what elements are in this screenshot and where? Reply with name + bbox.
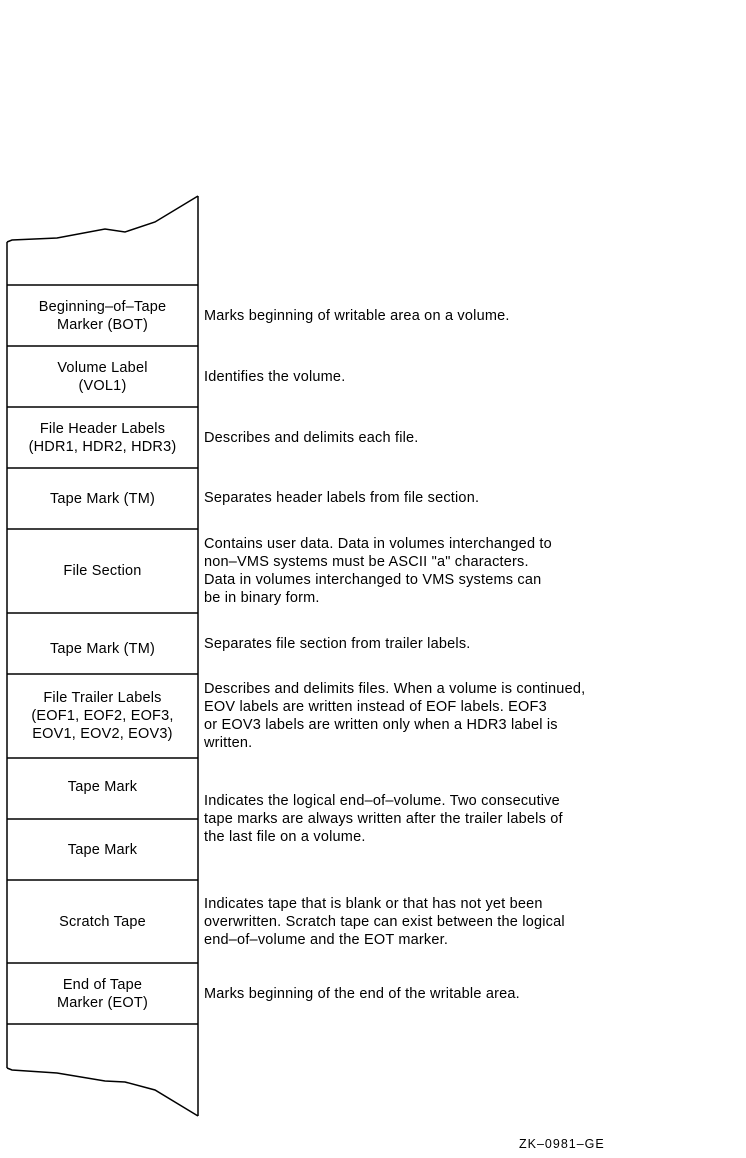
bot-marker-label: Beginning–of–Tape Marker (BOT) xyxy=(38,298,167,333)
tape-mark-2-label: Tape Mark xyxy=(67,841,138,858)
file-trailer-labels-description: Describes and delimits files. When a volume is continued, EOV labels are written instead of EOF labels. EOF3 or EOV3 labels are written only when a HDR3 label is written. xyxy=(204,681,586,751)
torn-bottom-edge xyxy=(7,1068,198,1116)
torn-top-edge xyxy=(7,196,198,242)
scratch-tape-label: Scratch Tape xyxy=(59,913,146,930)
tape-mark-1-label: Tape Mark xyxy=(67,778,138,795)
eot-marker-description: Marks beginning of the end of the writable area. xyxy=(204,985,520,1002)
file-section-description: Contains user data. Data in volumes interchanged to non–VMS systems must be ASCII "a" characters. Data in volumes interchanged to VMS systems can be in binary form. xyxy=(204,536,552,606)
file-header-labels-label: File Header Labels (HDR1, HDR2, HDR3) xyxy=(28,420,177,455)
file-section-label: File Section xyxy=(63,563,142,579)
tape-mark-trailer-description: Separates file section from trailer labels. xyxy=(204,635,471,652)
tape-mark-header-label: Tape Mark (TM) xyxy=(49,490,156,507)
volume-label-label: Volume Label (VOL1) xyxy=(57,359,148,394)
figure-code: ZK–0981–GE xyxy=(519,1137,605,1151)
bot-marker-description: Marks beginning of writable area on a volume. xyxy=(204,307,510,324)
file-trailer-labels-label: File Trailer Labels (EOF1, EOF2, EOF3, EOV1, EOV2, EOV3) xyxy=(31,690,174,742)
tape-mark-trailer-label: Tape Mark (TM) xyxy=(49,640,156,657)
volume-label-description: Identifies the volume. xyxy=(204,368,346,385)
scratch-tape-description: Indicates tape that is blank or that has not yet been overwritten. Scratch tape can exist between the logical end–of–volume and the EOT marker. xyxy=(204,895,565,948)
eot-marker-label: End of Tape Marker (EOT) xyxy=(56,976,148,1011)
tape-marks-description: Indicates the logical end–of–volume. Two consecutive tape marks are always written after the trailer labels of the last file on a volume. xyxy=(204,793,563,845)
tape-mark-header-description: Separates header labels from file section. xyxy=(204,489,480,506)
file-header-labels-description: Describes and delimits each file. xyxy=(204,429,419,446)
